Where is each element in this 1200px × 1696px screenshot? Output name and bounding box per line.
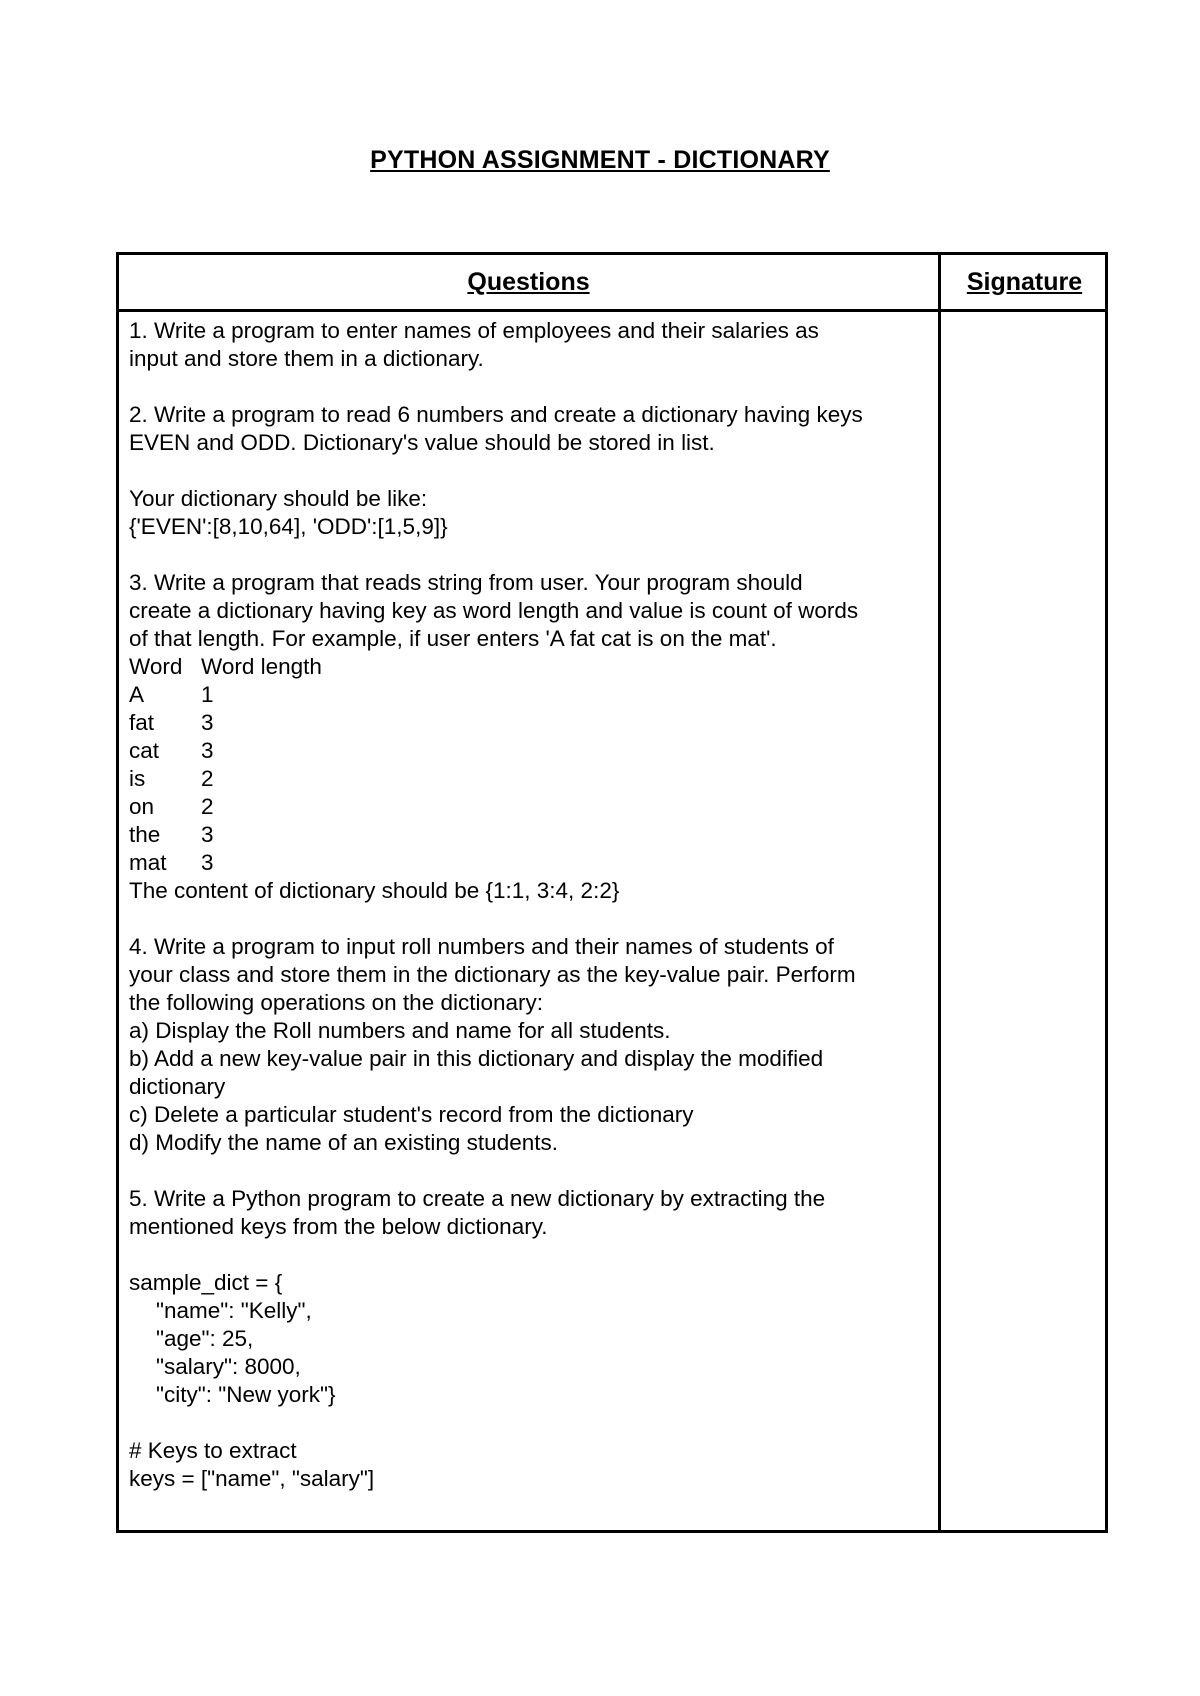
word-cell: mat	[129, 850, 167, 875]
q5-code-item: "salary": 8000,	[156, 1354, 301, 1379]
q4-line: d) Modify the name of an existing students.	[129, 1130, 558, 1155]
q5-line: 5. Write a Python program to create a new dictionary by extracting the	[129, 1186, 826, 1211]
word-table-header	[129, 653, 929, 681]
word-length-header: Word length	[201, 654, 322, 679]
q3-line: 3. Write a program that reads string from user. Your program should	[129, 570, 803, 595]
q5-code-open: sample_dict = {	[129, 1270, 283, 1295]
word-cell: fat	[129, 710, 155, 735]
q3-result: The content of dictionary should be {1:1, 3:4, 2:2}	[129, 878, 620, 903]
word-cell: is	[129, 766, 146, 791]
length-cell: 2	[201, 766, 214, 791]
word-table-row	[129, 793, 929, 821]
q5-line: mentioned keys from the below dictionary.	[129, 1214, 548, 1239]
word-table-row	[129, 849, 929, 877]
q4-line: the following operations on the dictionary:	[129, 990, 544, 1015]
q2-line: 2. Write a program to read 6 numbers and create a dictionary having keys	[129, 402, 863, 427]
q2-example-line: {'EVEN':[8,10,64], 'ODD':[1,5,9]}	[129, 514, 448, 539]
q4-line: dictionary	[129, 1074, 226, 1099]
word-header: Word	[129, 654, 183, 679]
q1-line: input and store them in a dictionary.	[129, 346, 484, 371]
q5-code-item: "name": "Kelly",	[156, 1298, 312, 1323]
q4-line: your class and store them in the dictionary as the key-value pair. Perform	[129, 962, 856, 987]
length-cell: 2	[201, 794, 214, 819]
header-questions: Questions	[467, 267, 590, 296]
assignment-table	[116, 252, 1108, 1533]
word-table-row	[129, 681, 929, 709]
word-table-row	[129, 709, 929, 737]
length-cell: 1	[201, 682, 214, 707]
q5-code-item: "age": 25,	[156, 1326, 254, 1351]
q3-line: create a dictionary having key as word length and value is count of words	[129, 598, 859, 623]
page-title: PYTHON ASSIGNMENT - DICTIONARY	[370, 146, 830, 174]
q3-line: of that length. For example, if user enters 'A fat cat is on the mat'.	[129, 626, 777, 651]
q4-line: 4. Write a program to input roll numbers and their names of students of	[129, 934, 834, 959]
q5-keys-line: keys = ["name", "salary"]	[129, 1466, 375, 1491]
q2-example-line: Your dictionary should be like:	[129, 486, 428, 511]
q5-code-item: "city": "New york"}	[156, 1382, 336, 1407]
word-table-row	[129, 821, 929, 849]
header-divider	[119, 309, 1105, 312]
word-table-row	[129, 765, 929, 793]
length-cell: 3	[201, 738, 214, 763]
word-cell: the	[129, 822, 161, 847]
questions-cell	[129, 317, 929, 1493]
column-divider	[938, 255, 941, 1530]
q4-line: b) Add a new key-value pair in this dictionary and display the modified	[129, 1046, 824, 1071]
length-cell: 3	[201, 710, 214, 735]
q1-line: 1. Write a program to enter names of employees and their salaries as	[129, 318, 819, 343]
word-cell: A	[129, 682, 145, 707]
q2-line: EVEN and ODD. Dictionary's value should be stored in list.	[129, 430, 715, 455]
header-signature: Signature	[966, 267, 1083, 296]
q5-comment: # Keys to extract	[129, 1438, 297, 1463]
length-cell: 3	[201, 850, 214, 875]
word-table-row	[129, 737, 929, 765]
length-cell: 3	[201, 822, 214, 847]
word-cell: on	[129, 794, 155, 819]
word-cell: cat	[129, 738, 160, 763]
q4-line: a) Display the Roll numbers and name for all students.	[129, 1018, 671, 1043]
q4-line: c) Delete a particular student's record from the dictionary	[129, 1102, 694, 1127]
